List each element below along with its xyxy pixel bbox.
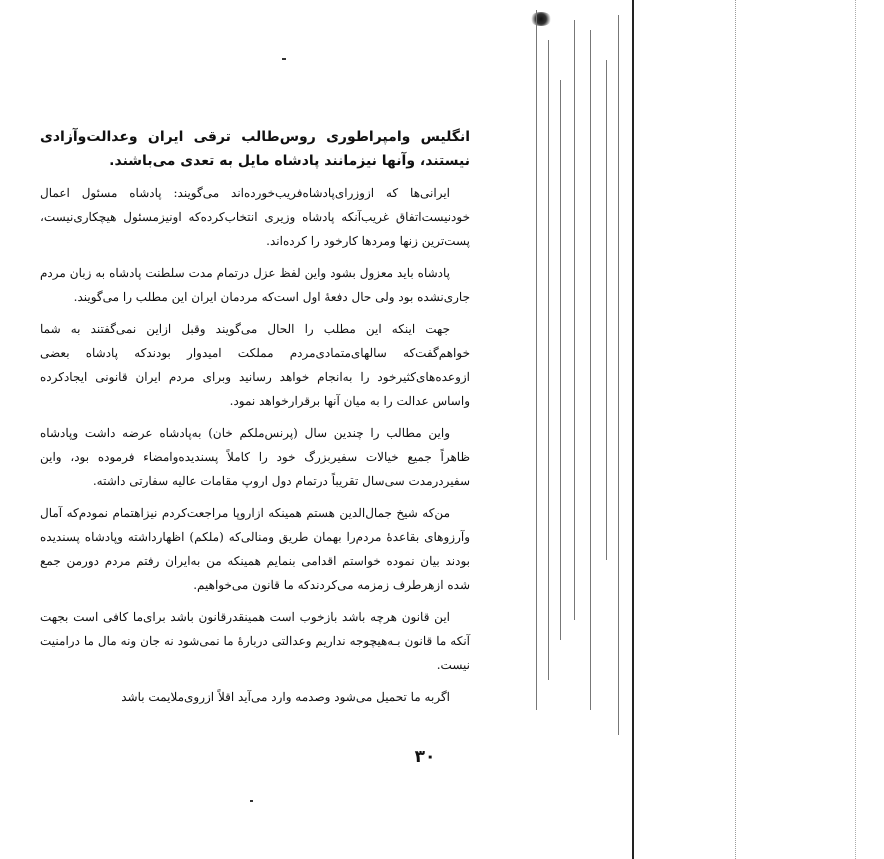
gutter-scan-line: [618, 15, 619, 735]
paragraph: ایرانی‌ها که ازوزرای‌پادشاه‌فریب‌خورده‌اند می‌گویند: پادشاه مسئول اعمال خودنیست‌اتفاق غریب‌آنکه پادشاه وزیری انتخاب‌کرده‌که اونیزمسئول هیچکاری‌نیست، پست‌ترین زنها ومردها کارخود را کرده‌اند.: [40, 186, 470, 248]
scan-margin-line: [735, 0, 737, 859]
page-number: ۳۰: [414, 747, 436, 767]
paragraph: پادشاه باید معزول بشود واین لفظ عزل درتمام مدت سلطنت پادشاه به زبان مردم جاری‌نشده بود ولی حال دفعهٔ اول است‌که مردمان ایران این مطلب را می‌گویند.: [40, 266, 470, 304]
gutter-scan-line: [560, 80, 561, 640]
gutter-scan-line: [548, 40, 549, 680]
scan-speck: [250, 800, 253, 802]
gutter-scan-line: [590, 30, 591, 710]
gutter-scan-line: [606, 60, 607, 560]
paragraph: این قانون هرچه باشد بازخوب است همینقدرقانون باشد برای‌ما کافی است بجهت آنکه ما قانون بـه‌هیچوجه نداریم وعدالتی دربارهٔ ما نمی‌شود نه جان ونه مال ما درامنیت نیست.: [40, 610, 470, 672]
gutter-scan-line: [536, 10, 537, 710]
section-heading: انگلیس وامپراطوری روس‌طالب ترقی ایران وعدالت‌وآزادی نیستند، وآنها نیزمانند پادشاه مایل به تعدی می‌باشند.: [40, 129, 470, 169]
paragraph: اگربه ما تحمیل می‌شود وصدمه وارد می‌آید اقلاً ازروی‌ملایمت باشد: [121, 690, 450, 704]
scan-speck: [282, 58, 286, 60]
paragraph: جهت اینکه این مطلب را الحال می‌گویند وقبل ازاین نمی‌گفتند به شما خواهم‌گفت‌که سالهای‌متمادی‌مردم مملکت امیدوار بودندکه پادشاه بعضی ازوعده‌های‌کثیرخود را به‌انجام خواهد رسانید وبرای مردم ایران قانونی ایجادکرده واساس عدالت را به میان آنها برقرارخواهد نمود.: [40, 322, 470, 408]
binding-smudge: [530, 12, 552, 26]
paragraph: واین مطالب را چندین سال (پرنس‌ملکم خان) به‌پادشاه عرضه داشت وپادشاه ظاهراً جمیع خیالات سفیربزرگ خود را کاملاً پسندیده‌وامضاء فرموده بود، واین سفیردرمدت سی‌سال تقریباً درتمام دول اروپ مقامات عالیه سفارتی داشته.: [40, 426, 470, 488]
scan-margin-line: [855, 0, 857, 859]
page-gutter-edge: [632, 0, 634, 859]
gutter-scan-line: [574, 20, 575, 620]
paragraph: من‌که شیخ جمال‌الدین هستم همینکه ازاروپا مراجعت‌کردم نیزاهتمام نمودم‌که آمال وآرزوهای بقاعدهٔ مردم‌را بهمان طریق ومنالی‌که (ملکم) اظهارداشته وپادشاه پسندیده بودند بیان نموده خواستم اقدامی بنمایم همینکه من به‌ایران رفتم مردم دورمن جمع شده ازهرطرف زمزمه می‌کردندکه ما قانون می‌خواهیم.: [40, 506, 470, 592]
page-text-block: [40, 125, 470, 717]
